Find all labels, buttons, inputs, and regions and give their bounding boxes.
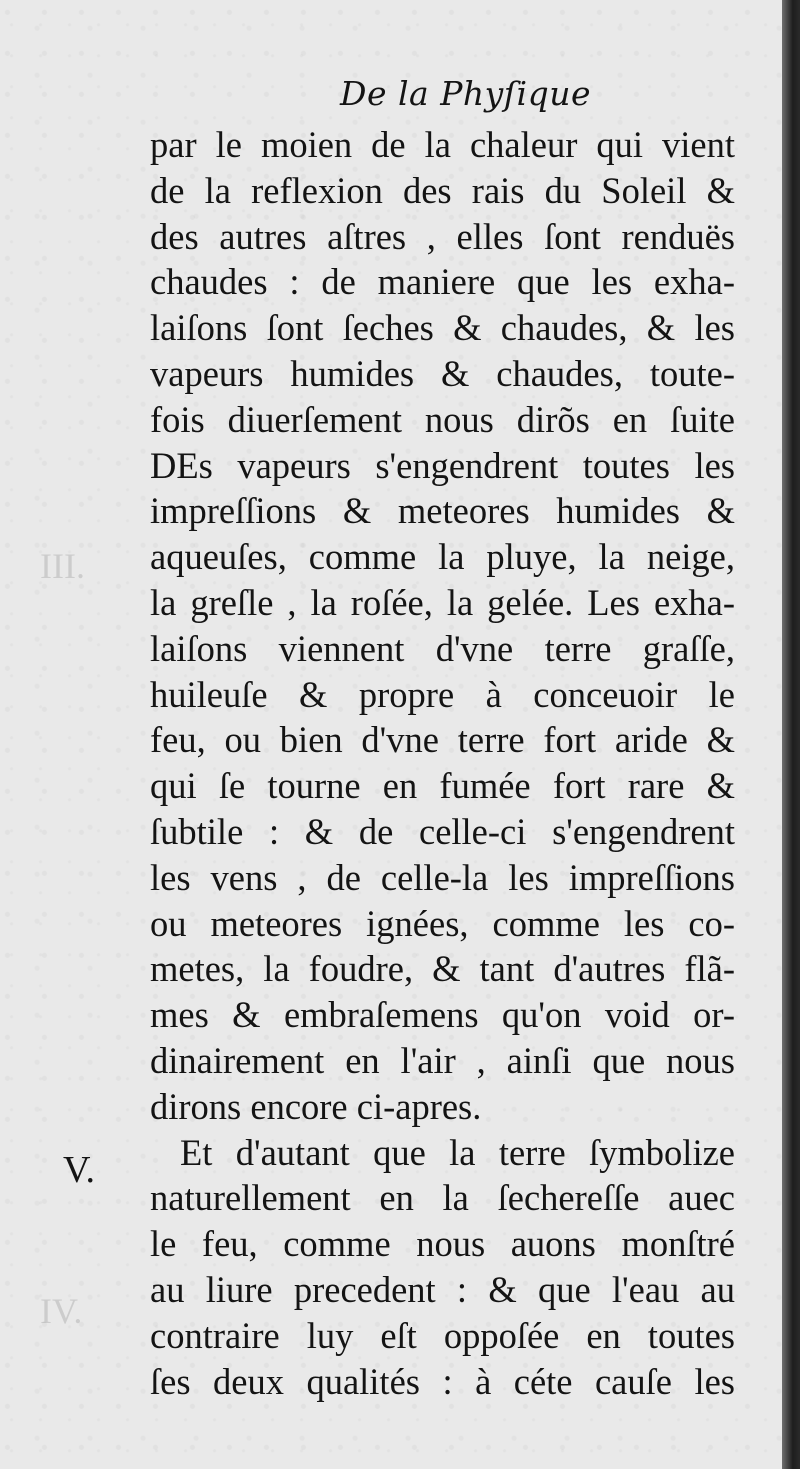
text-line: au liure precedent : & que l'eau au <box>150 1268 735 1310</box>
text-line: Et d'autant que la terre ſymbolize <box>180 1131 735 1173</box>
text-line: la greſle , la roſée, la gelée. Les exha- <box>150 581 735 623</box>
body-text <box>150 122 735 1404</box>
text-line: ou meteores ignées, comme les co- <box>150 902 735 944</box>
section-numeral: V. <box>63 1149 96 1191</box>
text-line: ſubtile : & de celle-ci s'engendrent <box>150 810 735 852</box>
text-line: DEs vapeurs s'engendrent toutes les <box>150 444 735 486</box>
text-line: de la reflexion des rais du Soleil & <box>150 169 735 211</box>
bleed-through-mark: III. <box>40 546 85 586</box>
text-line: huileuſe & propre à conceuoir le <box>150 673 735 715</box>
text-line: par le moien de la chaleur qui vient <box>150 124 735 165</box>
text-line: dinairement en l'air , ainſi que nous <box>150 1039 735 1081</box>
text-line: mes & embraſemens qu'on void or- <box>150 994 735 1036</box>
text-line: le feu, comme nous auons monſtré <box>150 1223 735 1265</box>
running-header: De la Phyſique <box>340 74 591 113</box>
text-line: qui ſe tourne en fumée fort rare & <box>150 765 735 807</box>
text-line: naturellement en la ſechereſſe auec <box>150 1177 735 1219</box>
text-line: aqueuſes, comme la pluye, la neige, <box>150 536 735 578</box>
text-line: laiſons ſont ſeches & chaudes, & les <box>150 307 735 349</box>
text-line: vapeurs humides & chaudes, toute- <box>150 352 735 394</box>
text-line: les vens , de celle-la les impreſſions <box>150 856 735 898</box>
bleed-through-mark: IV. <box>40 1291 83 1331</box>
text-line: impreſſions & meteores humides & <box>150 490 735 532</box>
text-line: chaudes : de maniere que les exha- <box>150 261 735 303</box>
text-line: contraire luy eſt oppoſée en toutes <box>150 1314 735 1356</box>
text-line: des autres aſtres , elles ſont renduës <box>150 215 735 257</box>
text-line: laiſons viennent d'vne terre graſſe, <box>150 627 735 669</box>
text-line: feu, ou bien d'vne terre fort aride & <box>150 719 735 761</box>
text-line: metes, la foudre, & tant d'autres flã- <box>150 948 735 990</box>
text-line: fois diuerſement nous dirõs en ſuite <box>150 398 735 440</box>
binding-gutter <box>782 0 800 1469</box>
text-line: dirons encore ci-apres. <box>150 1085 482 1127</box>
text-line: ſes deux qualités : à céte cauſe les <box>150 1360 735 1402</box>
